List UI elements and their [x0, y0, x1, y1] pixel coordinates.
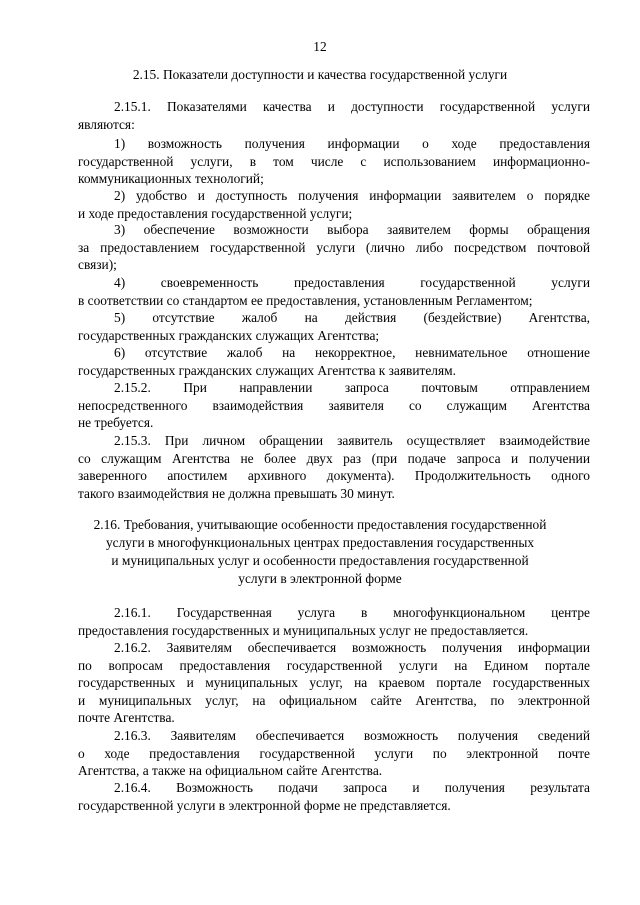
line: почте Агентства. — [78, 710, 175, 726]
line: непосредственного взаимодействия заявителя со служащим Агентства — [78, 397, 590, 413]
line: государственных гражданских служащих Агентства к заявителям. — [78, 362, 456, 378]
line: за предоставлением государственной услуги (лично либо посредством почтовой — [78, 239, 590, 255]
section-2-16-heading — [60, 516, 580, 588]
line: государственной услуги, в том числе с использованием информационно- — [78, 153, 590, 169]
line: 4) своевременность предоставления государственной услуги — [114, 275, 590, 290]
line: по вопросам предоставления государственной услуги на Едином портале — [78, 657, 590, 673]
heading-line: услуги в многофункциональных центрах предоставления государственных — [105, 535, 535, 550]
line: 2.16.4. Возможность подачи запроса и получения результата — [114, 780, 590, 795]
line: о ходе предоставления государственной услуги по электронной почте — [78, 745, 590, 761]
line: 2.15.2. При направлении запроса почтовым отправлением — [114, 380, 590, 395]
line: являются: — [78, 116, 135, 132]
list-item-6 — [78, 344, 590, 379]
line: такого взаимодействия не должна превышать 30 минут. — [78, 485, 395, 501]
line: заверенного апостилем архивного документа). Продолжительность одного — [78, 468, 590, 484]
heading-line: и муниципальных услуг и особенности предоставления государственной — [111, 553, 529, 568]
section-2-15-heading: 2.15. Показатели доступности и качества государственной услуги — [132, 67, 508, 82]
line: государственных и муниципальных услуг, на краевом портале государственных — [78, 675, 590, 691]
line: и муниципальных услуг, на официальном сайте Агентства, по электронной — [78, 692, 590, 708]
line: 2.16.2. Заявителям обеспечивается возможность получения информации — [114, 640, 590, 655]
line: 3) обеспечение возможности выбора заявителем формы обращения — [114, 222, 590, 237]
page-number: 12 — [313, 39, 327, 54]
heading-line: услуги в электронной форме — [238, 571, 402, 586]
list-item-2 — [78, 187, 590, 222]
line: 2.16.3. Заявителям обеспечивается возможность получения сведений — [114, 728, 590, 743]
paragraph-2-16-2 — [78, 639, 590, 727]
line: коммуникационных технологий; — [78, 171, 264, 187]
list-item-3 — [78, 221, 590, 274]
line: предоставления государственных и муниципальных услуг не предоставляется. — [78, 622, 529, 638]
paragraph-2-16-1 — [78, 604, 590, 639]
line: не требуется. — [78, 415, 154, 431]
line: 2.15.3. При личном обращении заявитель осуществляет взаимодействие — [114, 433, 590, 448]
paragraph-2-16-4 — [78, 779, 590, 814]
line: государственной услуги в электронной форме не представляется. — [78, 797, 451, 813]
line: Агентства, а также на официальном сайте Агентства. — [78, 763, 383, 779]
paragraph-2-15-1 — [78, 98, 590, 133]
line: и ходе предоставления государственной услуги; — [78, 205, 353, 221]
heading-line: 2.16. Требования, учитывающие особенности предоставления государственной — [93, 517, 547, 532]
list-item-4 — [78, 274, 590, 309]
line: 2.15.1. Показателями качества и доступности государственной услуги — [114, 99, 590, 114]
paragraph-2-15-3 — [78, 432, 590, 502]
line: 6) отсутствие жалоб на некорректное, невнимательное отношение — [114, 345, 590, 360]
list-item-5 — [78, 309, 590, 344]
line: в соответствии со стандартом ее предоставления, установленным Регламентом; — [78, 292, 533, 308]
paragraph-2-16-3 — [78, 727, 590, 780]
list-item-1 — [78, 135, 590, 188]
line: со служащим Агентства не более двух раз (при подаче запроса и получении — [78, 450, 590, 466]
line: связи); — [78, 257, 117, 273]
line: 1) возможность получения информации о ходе предоставления — [114, 136, 590, 151]
line: 5) отсутствие жалоб на действия (бездействие) Агентства, — [114, 310, 590, 325]
paragraph-2-15-2 — [78, 379, 590, 432]
line: 2.16.1. Государственная услуга в многофункциональном центре — [114, 605, 590, 620]
line: 2) удобство и доступность получения информации заявителем о порядке — [114, 188, 590, 203]
line: государственных гражданских служащих Агентства; — [78, 327, 380, 343]
